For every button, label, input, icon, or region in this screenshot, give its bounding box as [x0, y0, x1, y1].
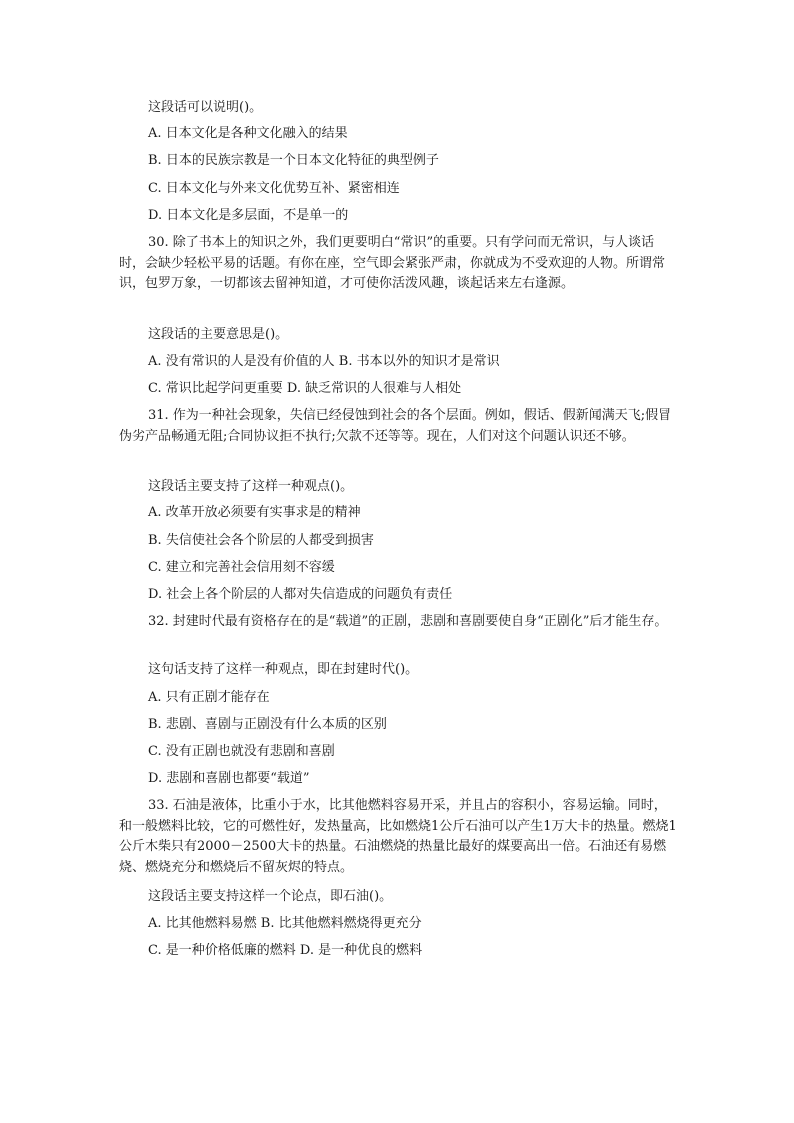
option-b: B. 日本的民族宗教是一个日本文化特征的典型例子	[148, 153, 439, 168]
question-stem: 这句话支持了这样一种观点，即在封建时代()。	[148, 662, 419, 677]
question-stem: 这段话主要支持了这样一种观点()。	[148, 479, 354, 494]
option-d: D. 悲剧和喜剧也都要“载道”	[148, 771, 310, 786]
question-stem: 这段话可以说明()。	[148, 100, 263, 115]
options-cd: C. 是一种价格低廉的燃料 D. 是一种优良的燃料	[148, 943, 423, 958]
option-d: D. 社会上各个阶层的人都对失信造成的问题负有责任	[148, 587, 453, 602]
options-cd: C. 常识比起学问更重要 D. 缺乏常识的人很难与人相处	[148, 381, 462, 396]
option-a: A. 日本文化是各种文化融入的结果	[148, 126, 348, 141]
option-c: C. 没有正剧也就没有悲剧和喜剧	[148, 744, 335, 759]
option-a: A. 改革开放必须要有实事求是的精神	[148, 505, 361, 520]
option-b: B. 失信使社会各个阶层的人都受到损害	[148, 533, 374, 548]
option-a: A. 只有正剧才能存在	[148, 690, 270, 705]
question-stem: 这段话主要支持这样一个论点，即石油()。	[148, 889, 393, 904]
question-30-passage: 30. 除了书本上的知识之外，我们更要明白“常识”的重要。只有学问而无常识，与人谈话时，会缺少轻松平易的话题。有你在座，空气即会紧张严肃，你就成为不受欢迎的人物。所谓常识，包罗万象，一切都该去留神知道，才可使你活泼风趣，谈起话来左右逢源。	[119, 235, 666, 291]
options-ab: A. 比其他燃料易燃 B. 比其他燃料燃烧得更充分	[148, 916, 422, 931]
question-stem: 这段话的主要意思是()。	[148, 327, 289, 342]
question-33-passage: 33. 石油是液体，比重小于水，比其他燃料容易开采，并且占的容积小，容易运输。同时，和一般燃料比较，它的可燃性好，发热量高，比如燃烧1公斤石油可以产生1万大卡的热量。燃烧1公斤木柴只有2000－2500大卡的热量。石油燃烧的热量比最好的煤要高出一倍。石油还有易燃烧、燃烧充分和燃烧后不留灰烬的特点。	[119, 798, 677, 875]
question-31-passage: 31. 作为一种社会现象，失信已经侵蚀到社会的各个层面。例如，假话、假新闻满天飞;假冒伪劣产品畅通无阻;合同协议拒不执行;欠款不还等等。现在，人们对这个问题认识还不够。	[119, 408, 672, 444]
option-d: D. 日本文化是多层面，不是单一的	[148, 208, 349, 223]
option-c: C. 建立和完善社会信用刻不容缓	[148, 560, 335, 575]
question-32-passage: 32. 封建时代最有资格存在的是“载道”的正剧，悲剧和喜剧要使自身“正剧化”后才能生存。	[148, 614, 668, 629]
options-ab: A. 没有常识的人是没有价值的人 B. 书本以外的知识才是常识	[148, 354, 500, 369]
option-c: C. 日本文化与外来文化优势互补、紧密相连	[148, 181, 400, 196]
option-b: B. 悲剧、喜剧与正剧没有什么本质的区别	[148, 717, 387, 732]
